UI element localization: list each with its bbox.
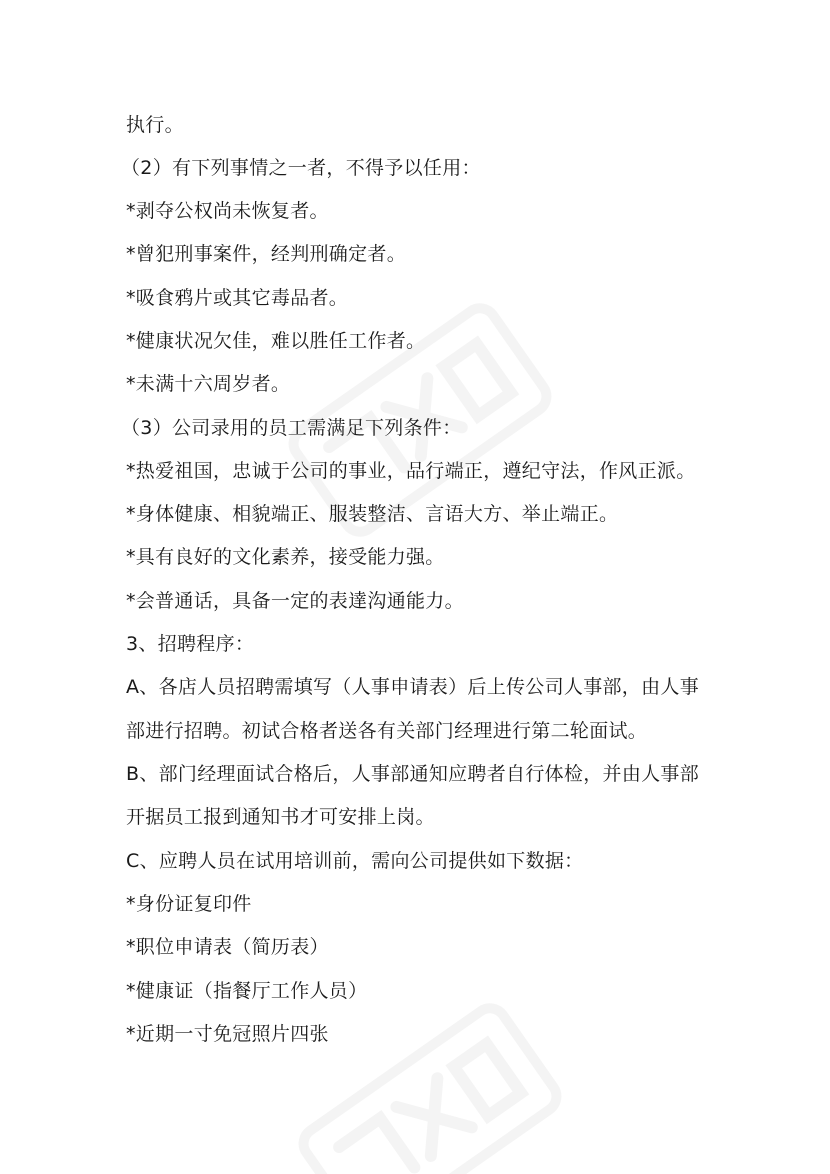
text-line: 执行。 — [126, 114, 184, 136]
text-line: 3、招聘程序： — [126, 633, 255, 655]
text-line: B、部门经理面试合格后，人事部通知应聘者自行体检，并由人事部 — [126, 763, 700, 785]
text-line: *身体健康、相貌端正、服装整洁、言语大方、举止端正。 — [126, 503, 619, 525]
text-line: *吸食鸦片或其它毒品者。 — [126, 287, 349, 309]
text-line: *职位申请表（简历表） — [126, 936, 329, 958]
text-line: C、应聘人员在试用培训前，需向公司提供如下数据： — [126, 850, 584, 872]
text-line: 部进行招聘。初试合格者送各有关部门经理进行第二轮面试。 — [126, 720, 648, 742]
text-line: *身份证复印件 — [126, 893, 252, 915]
text-line: （2）有下列事情之一者，不得予以任用： — [121, 157, 481, 179]
text-line: （3）公司录用的员工需满足下列条件： — [121, 417, 462, 439]
text-line: *具有良好的文化素养，接受能力强。 — [126, 546, 445, 568]
text-line: *健康证（指餐厅工作人员） — [126, 980, 368, 1002]
text-line: A、各店人员招聘需填写（人事申请表）后上传公司人事部，由人事 — [126, 676, 699, 698]
text-line: *会普通话，具备一定的表達沟通能力。 — [126, 590, 464, 612]
text-line: *近期一寸免冠照片四张 — [126, 1023, 329, 1045]
text-line: *曾犯刑事案件，经判刑确定者。 — [126, 243, 407, 265]
text-line: *热爱祖国，忠诚于公司的事业，品行端正，遵纪守法，作风正派。 — [126, 460, 696, 482]
text-line: *健康状况欠佳，难以胜任工作者。 — [126, 330, 426, 352]
text-line: 开据员工报到通知书才可安排上岗。 — [126, 806, 435, 828]
text-line: *未满十六周岁者。 — [126, 373, 291, 395]
text-line: *剥夺公权尚未恢复者。 — [126, 200, 329, 222]
